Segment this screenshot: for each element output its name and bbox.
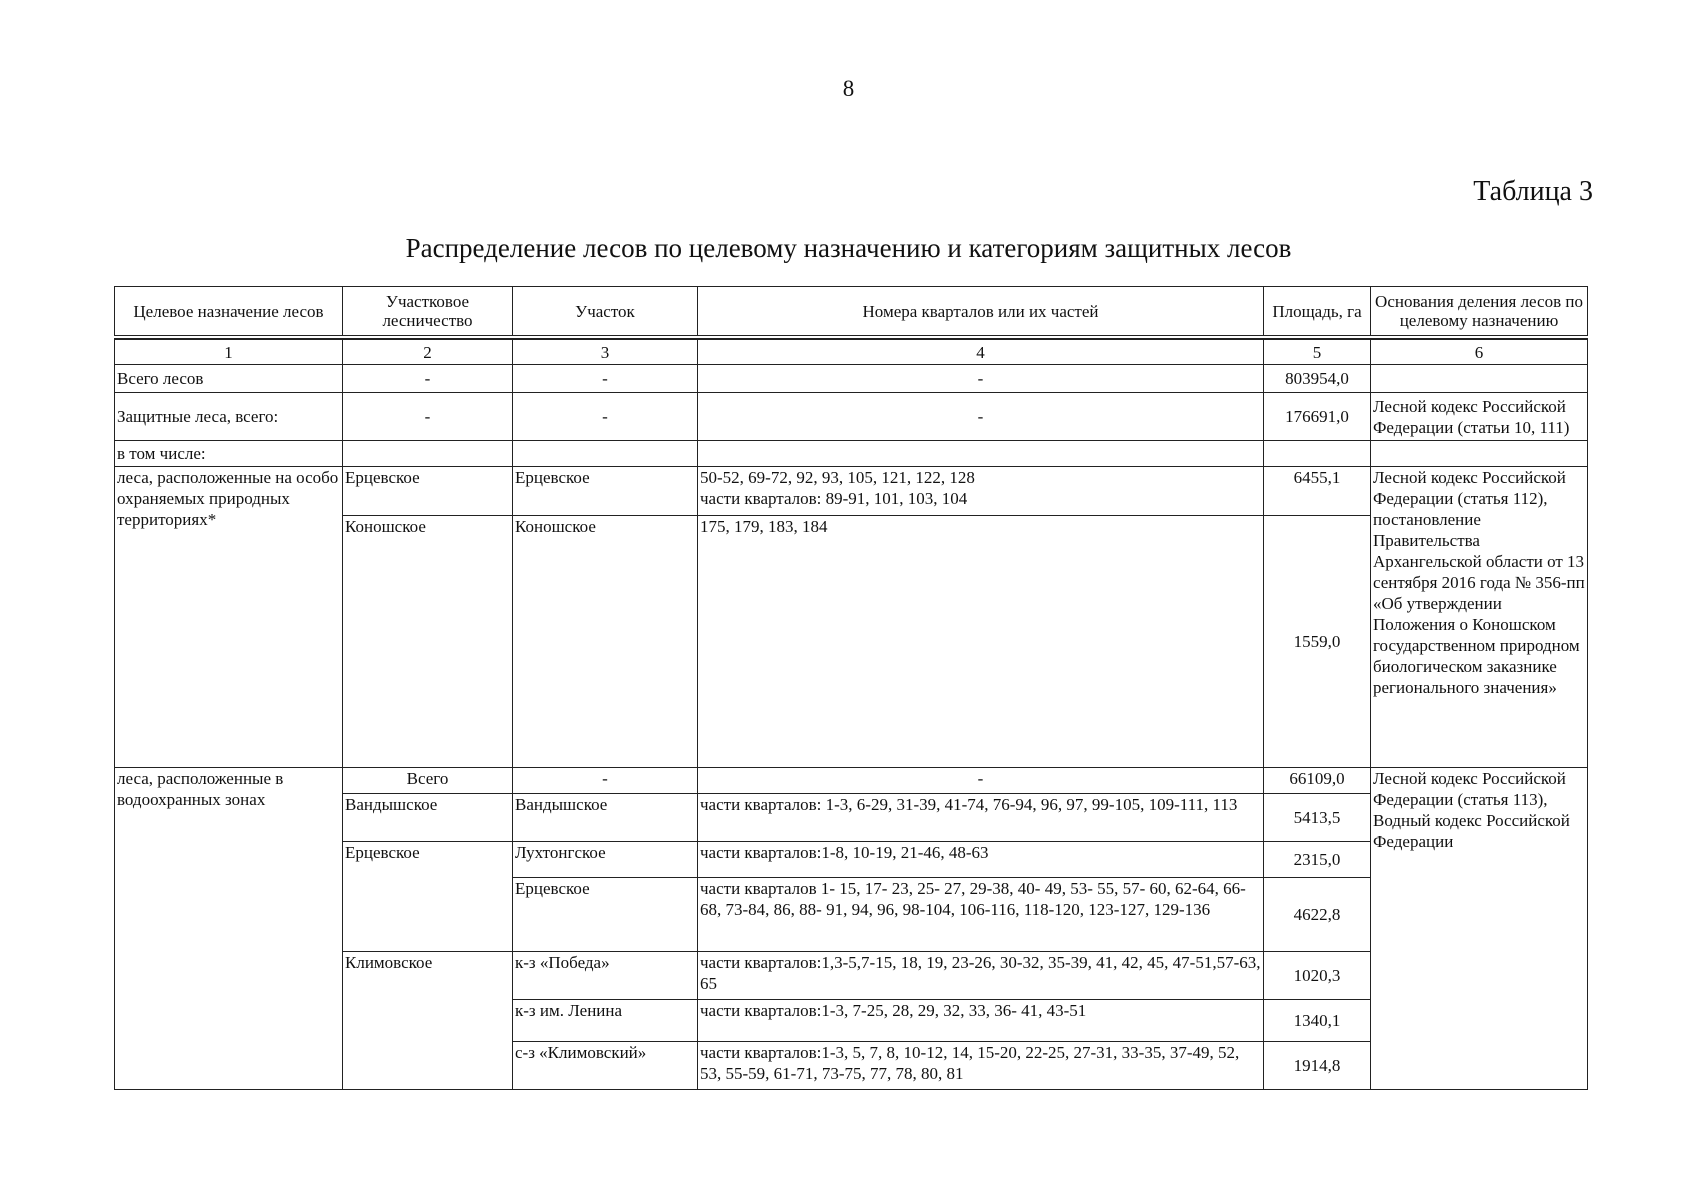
area-cell: 1340,1 xyxy=(1264,1000,1371,1042)
site-cell: Ерцевское xyxy=(513,878,698,952)
site-cell: - xyxy=(513,393,698,441)
area-cell: 2315,0 xyxy=(1264,842,1371,878)
column-number: 3 xyxy=(513,339,698,365)
column-header: Номера кварталов или их частей xyxy=(698,287,1264,336)
empty-cell xyxy=(1264,441,1371,467)
purpose-cell: Защитные леса, всего: xyxy=(115,393,343,441)
column-number-row xyxy=(115,339,1588,365)
forestry-cell: Ерцевское xyxy=(343,842,513,952)
quarters-cell: части кварталов 1- 15, 17- 23, 25- 27, 29-38, 40- 49, 53- 55, 57- 60, 62-64, 66-68, 73-84, 86, 88- 91, 94, 96, 98-104, 106-116, 118-120, 123-127, 129-136 xyxy=(698,878,1264,952)
quarters-cell: - xyxy=(698,393,1264,441)
forestry-cell: - xyxy=(343,393,513,441)
quarters-cell: 175, 179, 183, 184 xyxy=(698,516,1264,768)
site-cell: - xyxy=(513,768,698,794)
quarters-cell xyxy=(698,467,1264,516)
area-cell: 1559,0 xyxy=(1264,516,1371,768)
purpose-cell: Всего лесов xyxy=(115,365,343,393)
quarters-parts-line: части кварталов: 89-91, 101, 103, 104 xyxy=(700,489,968,508)
area-cell: 6455,1 xyxy=(1264,467,1371,516)
purpose-cell: в том числе: xyxy=(115,441,343,467)
site-cell: Ерцевское xyxy=(513,467,698,516)
quarters-cell: части кварталов:1-3, 5, 7, 8, 10-12, 14, 15-20, 22-25, 27-31, 33-35, 37-49, 52, 53, 55-59, 61-71, 73-75, 77, 78, 80, 81 xyxy=(698,1042,1264,1090)
column-header: Целевое назначение лесов xyxy=(115,287,343,336)
table-row-protective xyxy=(115,393,1588,441)
quarters-cell: - xyxy=(698,768,1264,794)
basis-cell: Лесной кодекс Российской Федерации (статья 112), постановление Правительства Архангельской области от 13 сентября 2016 года № 356-пп «Об утверждении Положения о Коношском государственном природном биологическом заказнике регионального значения» xyxy=(1371,467,1588,768)
area-cell: 5413,5 xyxy=(1264,794,1371,842)
area-cell: 66109,0 xyxy=(1264,768,1371,794)
quarters-cell: - xyxy=(698,365,1264,393)
table-row-total xyxy=(115,365,1588,393)
area-cell: 4622,8 xyxy=(1264,878,1371,952)
basis-cell: Лесной кодекс Российской Федерации (статья 113), Водный кодекс Российской Федерации xyxy=(1371,768,1588,1090)
header-row xyxy=(115,287,1588,336)
empty-cell xyxy=(1371,441,1588,467)
site-cell: Вандышское xyxy=(513,794,698,842)
purpose-cell: леса, расположенные на особо охраняемых природных территориях* xyxy=(115,467,343,768)
column-header: Участок xyxy=(513,287,698,336)
area-cell: 176691,0 xyxy=(1264,393,1371,441)
site-cell: к-з им. Ленина xyxy=(513,1000,698,1042)
forestry-cell: - xyxy=(343,365,513,393)
forestry-cell: Всего xyxy=(343,768,513,794)
column-header: Основания деления лесов по целевому назначению xyxy=(1371,287,1588,336)
column-number: 2 xyxy=(343,339,513,365)
purpose-cell: леса, расположенные в водоохранных зонах xyxy=(115,768,343,1090)
area-cell: 803954,0 xyxy=(1264,365,1371,393)
forest-distribution-table xyxy=(114,338,1588,1090)
quarters-cell: части кварталов:1,3-5,7-15, 18, 19, 23-26, 30-32, 35-39, 41, 42, 45, 47-51,57-63, 65 xyxy=(698,952,1264,1000)
table-label: Таблица 3 xyxy=(1473,176,1593,207)
area-cell: 1914,8 xyxy=(1264,1042,1371,1090)
table-header xyxy=(114,286,1588,336)
empty-cell xyxy=(513,441,698,467)
site-cell: - xyxy=(513,365,698,393)
site-cell: к-з «Победа» xyxy=(513,952,698,1000)
basis-cell xyxy=(1371,365,1588,393)
quarters-cell: части кварталов:1-3, 7-25, 28, 29, 32, 33, 36- 41, 43-51 xyxy=(698,1000,1264,1042)
column-header: Участковое лесничество xyxy=(343,287,513,336)
forestry-cell: Коношское xyxy=(343,516,513,768)
quarters-line: 50-52, 69-72, 92, 93, 105, 121, 122, 128 xyxy=(700,468,975,487)
column-number: 5 xyxy=(1264,339,1371,365)
column-number: 1 xyxy=(115,339,343,365)
empty-cell xyxy=(698,441,1264,467)
area-cell: 1020,3 xyxy=(1264,952,1371,1000)
document-title: Распределение лесов по целевому назначению и категориям защитных лесов xyxy=(405,233,1292,263)
empty-cell xyxy=(343,441,513,467)
forestry-cell: Ерцевское xyxy=(343,467,513,516)
column-number: 4 xyxy=(698,339,1264,365)
table-row-opt-1 xyxy=(115,467,1588,516)
column-number: 6 xyxy=(1371,339,1588,365)
page-number: 8 xyxy=(842,76,855,101)
basis-cell: Лесной кодекс Российской Федерации (статьи 10, 111) xyxy=(1371,393,1588,441)
table-row-water-1 xyxy=(115,768,1588,794)
column-header: Площадь, га xyxy=(1264,287,1371,336)
forestry-cell: Вандышское xyxy=(343,794,513,842)
forestry-cell: Климовское xyxy=(343,952,513,1090)
quarters-cell: части кварталов:1-8, 10-19, 21-46, 48-63 xyxy=(698,842,1264,878)
quarters-cell: части кварталов: 1-3, 6-29, 31-39, 41-74, 76-94, 96, 97, 99-105, 109-111, 113 xyxy=(698,794,1264,842)
table-row-including xyxy=(115,441,1588,467)
site-cell: с-з «Климовский» xyxy=(513,1042,698,1090)
site-cell: Лухтонгское xyxy=(513,842,698,878)
site-cell: Коношское xyxy=(513,516,698,768)
